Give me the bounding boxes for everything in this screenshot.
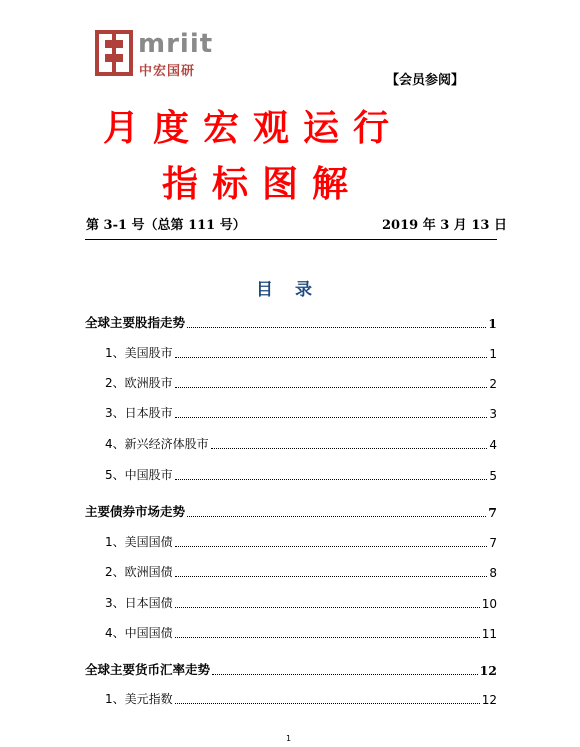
toc-leader-dots — [175, 416, 488, 418]
toc-item-label: 2、欧洲股市 — [105, 376, 173, 390]
toc-section[interactable] — [85, 504, 497, 520]
toc-item-label: 4、中国国债 — [105, 626, 173, 640]
toc-leader-dots — [175, 606, 480, 608]
toc-item[interactable] — [85, 595, 497, 611]
toc-leader-dots — [187, 326, 486, 328]
toc-section[interactable] — [85, 662, 497, 678]
toc-page-number: 1 — [488, 316, 497, 331]
toc-page-number: 2 — [489, 377, 497, 391]
toc-page-number: 11 — [481, 627, 497, 641]
issue-date: 2019 年 3 月 13 日 — [382, 218, 507, 233]
toc-page-number: 1 — [489, 347, 497, 361]
toc-page-number: 8 — [489, 566, 497, 580]
toc-item-label: 2、欧洲国债 — [105, 565, 173, 579]
toc-item[interactable] — [85, 534, 497, 550]
toc-page-number: 3 — [489, 407, 497, 421]
toc-leader-dots — [211, 447, 488, 449]
toc-page-number: 10 — [481, 597, 497, 611]
toc-page-number: 12 — [479, 663, 497, 678]
toc-leader-dots — [175, 478, 488, 480]
mriit-logo — [95, 30, 225, 80]
report-title-line1: 月度宏观运行 — [103, 107, 404, 149]
toc-page-number: 7 — [488, 505, 497, 520]
member-tag: 【会员参阅】 — [386, 73, 465, 88]
logo-mark-icon — [95, 30, 133, 76]
toc-item[interactable] — [85, 564, 497, 580]
toc-item-label: 4、新兴经济体股市 — [105, 437, 209, 451]
toc-heading: 目录 — [256, 280, 334, 300]
toc-page-number: 5 — [489, 469, 497, 483]
toc-item-label: 5、中国股市 — [105, 468, 173, 482]
toc-item-label: 3、日本国债 — [105, 596, 173, 610]
toc-page-number: 7 — [489, 536, 497, 550]
toc-item[interactable] — [85, 345, 497, 361]
toc-leader-dots — [175, 386, 488, 388]
toc-item-label: 1、美国股市 — [105, 346, 173, 360]
toc-section-label: 全球主要货币汇率走势 — [85, 662, 211, 677]
logo-text-en: mriit — [138, 29, 214, 59]
toc-section-label: 主要债券市场走势 — [85, 504, 186, 519]
toc-item[interactable] — [85, 436, 497, 452]
toc-leader-dots — [175, 702, 480, 704]
toc-leader-dots — [187, 515, 486, 517]
toc-item-label: 1、美国国债 — [105, 535, 173, 549]
toc-leader-dots — [175, 636, 480, 638]
toc-item[interactable] — [85, 375, 497, 391]
toc-item[interactable] — [85, 691, 497, 707]
toc-item[interactable] — [85, 625, 497, 641]
issue-number: 第 3-1 号（总第 111 号） — [86, 218, 246, 233]
toc-item-label: 1、美元指数 — [105, 692, 173, 706]
header-divider — [85, 239, 497, 240]
toc-item-label: 3、日本股市 — [105, 406, 173, 420]
toc-item[interactable] — [85, 405, 497, 421]
toc-page-number: 12 — [481, 693, 497, 707]
toc-leader-dots — [175, 545, 488, 547]
page-number-footer: 1 — [286, 734, 292, 743]
toc-section-label: 全球主要股指走势 — [85, 315, 186, 330]
toc-item[interactable] — [85, 467, 497, 483]
toc-leader-dots — [175, 575, 488, 577]
toc-page-number: 4 — [489, 438, 497, 452]
toc-leader-dots — [212, 673, 478, 675]
report-title-line2: 指标图解 — [162, 163, 363, 205]
toc-section[interactable] — [85, 315, 497, 331]
logo-text-cn: 中宏国研 — [139, 64, 196, 79]
toc-leader-dots — [175, 356, 488, 358]
